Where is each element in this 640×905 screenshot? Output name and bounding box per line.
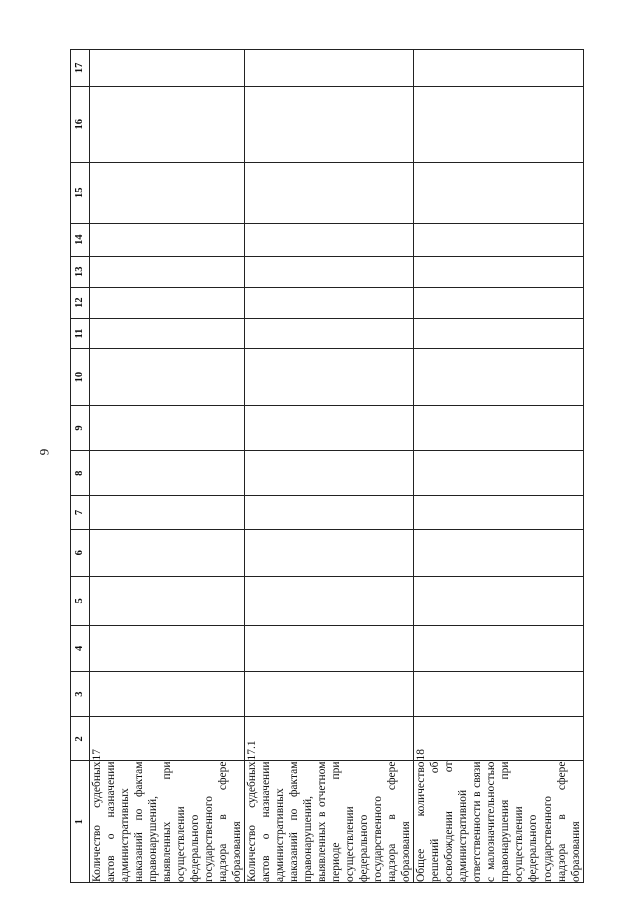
- table-cell: [414, 405, 583, 450]
- table-cell: [90, 529, 245, 577]
- column-header-9: 9: [71, 405, 90, 450]
- table-cell: [245, 223, 414, 256]
- column-header-6: 6: [71, 529, 90, 577]
- rotated-table-container: [70, 49, 582, 883]
- table-cell: [90, 318, 245, 349]
- table-row: [245, 50, 414, 883]
- column-header-12: 12: [71, 287, 90, 318]
- table-cell: [90, 349, 245, 405]
- table-cell: [90, 496, 245, 529]
- report-table: [70, 49, 584, 883]
- table-cell: [90, 287, 245, 318]
- table-cell: [245, 86, 414, 162]
- column-header-16: 16: [71, 86, 90, 162]
- table-cell: [414, 496, 583, 529]
- column-header-3: 3: [71, 672, 90, 717]
- column-header-10: 10: [71, 349, 90, 405]
- column-header-11: 11: [71, 318, 90, 349]
- row-description: Количество судебных актов о назначении административных наказаний по фактам правонарушений, выявленных при осуществлении федерального государственного надзора в сфере образования: [91, 761, 244, 882]
- table-cell: [245, 577, 414, 626]
- table-cell: [90, 256, 245, 287]
- table-cell: [414, 451, 583, 496]
- column-header-8: 8: [71, 451, 90, 496]
- column-header-5: 5: [71, 577, 90, 626]
- table-cell: [414, 50, 583, 87]
- table-cell: [414, 287, 583, 318]
- table-cell: [90, 50, 245, 87]
- column-header-2: 2: [71, 717, 90, 761]
- row-code: 18: [414, 717, 583, 761]
- row-code: 17: [90, 717, 245, 761]
- table-cell: [414, 349, 583, 405]
- table-cell: [245, 451, 414, 496]
- row-description: Общее количество решений об освобождении от административной ответственности в связи с малозначительностью правонарушения при осуществлении федерального государственного надзора в сфере образования: [415, 761, 582, 882]
- table-cell: [90, 223, 245, 256]
- table-cell: [245, 287, 414, 318]
- table-cell: [90, 86, 245, 162]
- table-cell: [414, 223, 583, 256]
- row-description: Количество судебных актов о назначении административных наказаний по фактам правонарушений, выявленных в отчетном периоде при осуществлении федерального государственного надзора в сфере образования: [246, 761, 413, 882]
- table-cell: [90, 405, 245, 450]
- table-cell: [414, 577, 583, 626]
- table-cell: [245, 529, 414, 577]
- table-cell: [245, 162, 414, 223]
- table-cell: [414, 162, 583, 223]
- table-cell: [414, 625, 583, 671]
- column-header-1: 1: [71, 761, 90, 883]
- page-number: 9: [36, 448, 52, 456]
- table-cell: [90, 451, 245, 496]
- header-row: [71, 50, 90, 883]
- column-header-17: 17: [71, 50, 90, 87]
- column-header-7: 7: [71, 496, 90, 529]
- column-header-13: 13: [71, 256, 90, 287]
- table-cell: [245, 405, 414, 450]
- table-cell: [245, 625, 414, 671]
- table-cell: [245, 496, 414, 529]
- table-cell: [245, 672, 414, 717]
- table-cell: [90, 672, 245, 717]
- table-cell: [245, 318, 414, 349]
- table-cell: [245, 50, 414, 87]
- table-cell: [414, 256, 583, 287]
- table-cell: [90, 162, 245, 223]
- column-header-15: 15: [71, 162, 90, 223]
- table-row: [90, 50, 245, 883]
- column-header-4: 4: [71, 625, 90, 671]
- table-cell: [414, 86, 583, 162]
- row-code: 17.1: [245, 717, 414, 761]
- table-row: [414, 50, 583, 883]
- table-cell: [245, 349, 414, 405]
- column-header-14: 14: [71, 223, 90, 256]
- table-cell: [245, 256, 414, 287]
- table-cell: [414, 529, 583, 577]
- table-cell: [90, 625, 245, 671]
- table-cell: [414, 672, 583, 717]
- table-cell: [414, 318, 583, 349]
- table-cell: [90, 577, 245, 626]
